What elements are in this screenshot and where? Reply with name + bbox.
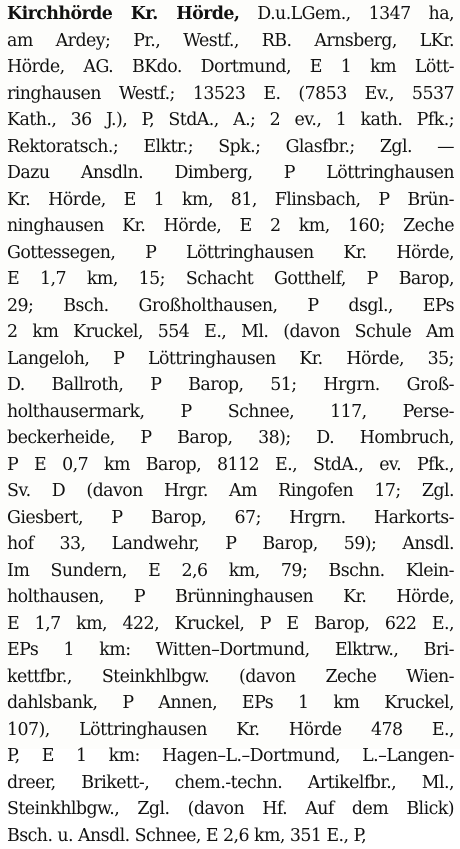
entry-line bbox=[7, 1, 454, 28]
entry-line: dahlsbank, P Annen, EPs 1 km Kruckel, bbox=[7, 690, 454, 717]
entry-line: P, E 1 km: Hagen–L.–Dortmund, L.–Langen- bbox=[7, 743, 454, 770]
entry-line: holthausermark, P Schnee, 117, Perse- bbox=[7, 399, 454, 426]
entry-line: 29; Bsch. Großholthausen, P dsgl., EPs bbox=[7, 293, 454, 320]
entry-line: Kr. Hörde, E 1 km, 81, Flinsbach, P Brün- bbox=[7, 187, 454, 214]
entry-line: 2 km Kruckel, 554 E., Ml. (davon Schule Am bbox=[7, 319, 454, 346]
entry-line: P E 0,7 km Barop, 8112 E., StdA., ev. Pfk., bbox=[7, 452, 454, 479]
entry-line: kettfbr., Steinkhlbgw. (davon Zeche Wien- bbox=[7, 664, 454, 691]
entry-line-text: D.u.LGem., 1347 ha, bbox=[239, 4, 454, 24]
entry-line: dreer, Brikett-, chem.-techn. Artikelfbr., Ml., bbox=[7, 770, 454, 797]
entry-line: Steinkhlbgw., Zgl. (davon Hf. Auf dem Blick) bbox=[7, 796, 454, 823]
entry-line: D. Ballroth, P Barop, 51; Hrgrn. Groß- bbox=[7, 372, 454, 399]
entry-line: holthausen, P Brünninghausen Kr. Hörde, bbox=[7, 584, 454, 611]
entry-line: E 1,7 km, 422, Kruckel, P E Barop, 622 E., bbox=[7, 611, 454, 638]
entry-line: E 1,7 km, 15; Schacht Gotthelf, P Barop, bbox=[7, 266, 454, 293]
entry-line: Bsch. u. Ansdl. Schnee, E 2,6 km, 351 E., P, bbox=[7, 823, 454, 849]
entry-line: Gottessegen, P Löttringhausen Kr. Hörde, bbox=[7, 240, 454, 267]
entry-line: Kath., 36 J.), P, StdA., A.; 2 ev., 1 kath. Pfk.; bbox=[7, 107, 454, 134]
entry-line: Im Sundern, E 2,6 km, 79; Bschn. Klein- bbox=[7, 558, 454, 585]
entry-line: Rektoratsch.; Elktr.; Spk.; Glasfbr.; Zgl. — bbox=[7, 134, 454, 161]
entry-line: hof 33, Landwehr, P Barop, 59); Ansdl. bbox=[7, 531, 454, 558]
entry-line: ringhausen Westf.; 13523 E. (7853 Ev., 5537 bbox=[7, 81, 454, 108]
entry-line: beckerheide, P Barop, 38); D. Hombruch, bbox=[7, 425, 454, 452]
entry-line: Langeloh, P Löttringhausen Kr. Hörde, 35; bbox=[7, 346, 454, 373]
entry-line: EPs 1 km: Witten–Dortmund, Elktrw., Bri- bbox=[7, 637, 454, 664]
gazetteer-entry-kirchhoerde bbox=[7, 1, 454, 849]
entry-headword: Kirchhörde Kr. Hörde, bbox=[7, 4, 239, 24]
entry-line: Dazu Ansdln. Dimberg, P Löttringhausen bbox=[7, 160, 454, 187]
entry-line: Sv. D (davon Hrgr. Am Ringofen 17; Zgl. bbox=[7, 478, 454, 505]
entry-line: Hörde, AG. BKdo. Dortmund, E 1 km Lött- bbox=[7, 54, 454, 81]
entry-line: Giesbert, P Barop, 67; Hrgrn. Harkorts- bbox=[7, 505, 454, 532]
entry-line: 107), Löttringhausen Kr. Hörde 478 E., bbox=[7, 717, 454, 744]
entry-line: am Ardey; Pr., Westf., RB. Arnsberg, LKr. bbox=[7, 28, 454, 55]
entry-line: ninghausen Kr. Hörde, E 2 km, 160; Zeche bbox=[7, 213, 454, 240]
